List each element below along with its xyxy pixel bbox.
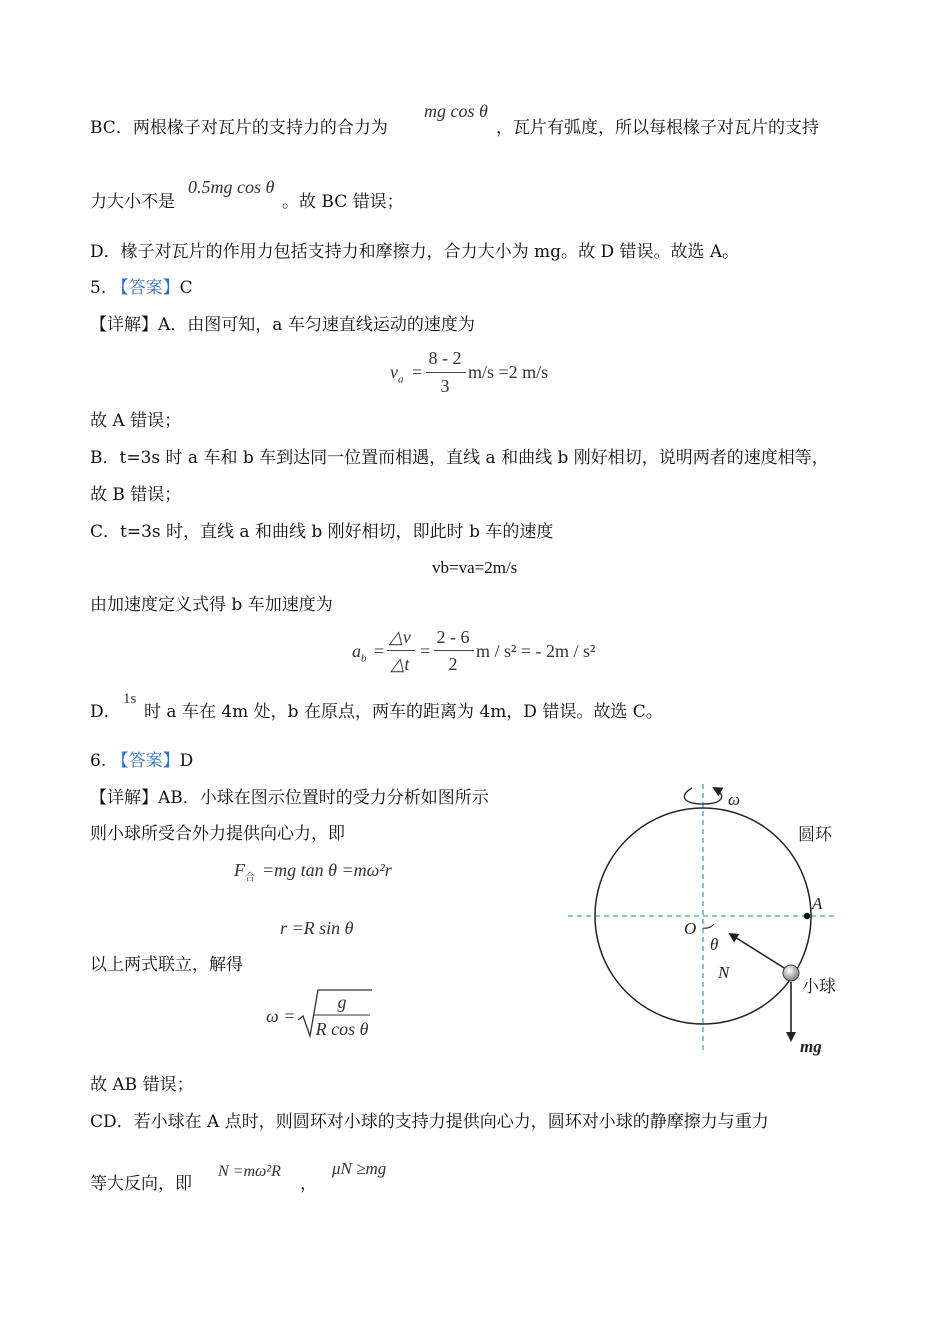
ab-den-2: 2 xyxy=(448,654,458,674)
q5-d-sup: 1s xyxy=(123,691,137,707)
q5-header xyxy=(90,277,193,299)
bc-formula-2: 0.5mg cos θ xyxy=(188,177,275,197)
omega-denominator: R cos θ xyxy=(315,1019,369,1039)
q6-number: 6. xyxy=(90,751,107,771)
q5-b-line2: 故 B 错误； xyxy=(90,485,182,505)
ab-equals-2: = xyxy=(420,641,431,661)
ab-bar-2 xyxy=(434,650,474,651)
q5-number: 5. xyxy=(90,278,107,298)
label-ring: 圆环 xyxy=(798,825,832,845)
q5-answer-tag: 【答案】 xyxy=(111,278,180,298)
d4-line: D．椽子对瓦片的作用力包括支持力和摩擦力，合力大小为 mg。故 D 错误。故选 A。 xyxy=(90,242,740,262)
bc-text-1: BC．两根椽子对瓦片的支持力的合力为 xyxy=(90,118,388,138)
ab-num-1: △v xyxy=(389,627,411,647)
q6-header xyxy=(90,750,193,772)
label-omega: ω xyxy=(728,790,741,809)
q6-cd-line1: CD．若小球在 A 点时，则圆环对小球的支持力提供向心力，圆环对小球的静摩擦力与重力 xyxy=(90,1112,769,1132)
ab-den-1: △t xyxy=(390,654,410,674)
label-o: O xyxy=(684,919,697,938)
bc-text-2: ，瓦片有弧度，所以每根椽子对瓦片的支持 xyxy=(496,118,819,138)
ball xyxy=(783,965,799,981)
q6-ab-wrong: 故 AB 错误； xyxy=(90,1075,194,1095)
bc-line-1 xyxy=(90,117,388,139)
q5-c-line1: C．t=3s 时，直线 a 和曲线 b 刚好相切，即此时 b 车的速度 xyxy=(90,522,554,542)
q6-cd-eq2: μN ≥mg xyxy=(332,1159,387,1178)
normal-force-arrow xyxy=(730,934,789,971)
vb-equation: vb=va=2m/s xyxy=(432,558,518,577)
q6-answer: D xyxy=(179,751,194,771)
q6-cd-comma: ， xyxy=(300,1174,317,1194)
q6-detail: 【详解】AB．小球在图示位置时的受力分析如图所示 xyxy=(90,788,489,808)
q6-eq1-rhs: =mg tan θ =mω²r xyxy=(262,860,392,880)
q5-d-text: 时 a 车在 4m 处，b 在原点，两车的距离为 4m，D 错误。故选 C。 xyxy=(144,702,663,722)
q5-b-line1: B．t=3s 时 a 车和 b 车到达同一位置而相遇，直线 a 和曲线 b 刚好相切，说明两者的速度相等， xyxy=(90,448,829,468)
bc-text-3: 力大小不是 xyxy=(90,192,175,212)
q5-answer: C xyxy=(179,278,193,298)
q5-a-wrong: 故 A 错误； xyxy=(90,411,182,431)
q6-eq2: r =R sin θ xyxy=(280,918,354,938)
q6-eq1-lhs: $F_合$ xyxy=(234,860,255,884)
q6-cd-line2: 等大反向，即 xyxy=(90,1174,192,1194)
bc-formula-1: mg cos θ xyxy=(424,101,488,121)
va-lhs: $v_a$ xyxy=(390,362,404,386)
label-ball: 小球 xyxy=(802,977,836,997)
ab-lhs: $a_b$ xyxy=(352,641,367,665)
label-theta: θ xyxy=(710,935,719,954)
bc-text-4: 。故 BC 错误； xyxy=(282,192,404,212)
q6-line2: 则小球所受合外力提供向心力，即 xyxy=(90,824,345,844)
va-fraction-bar xyxy=(426,372,466,373)
q5-c-line2: 由加速度定义式得 b 车加速度为 xyxy=(90,595,333,615)
va-rhs: m/s =2 m/s xyxy=(468,362,549,382)
va-numerator: 8 - 2 xyxy=(428,348,462,368)
ab-bar-1 xyxy=(387,650,415,651)
label-mg: mg xyxy=(800,1037,822,1056)
q5-d-prefix: D． xyxy=(90,702,121,722)
omega-lhs: ω = xyxy=(266,1006,296,1026)
omega-numerator: g xyxy=(337,992,347,1012)
ab-rhs: m / s² = - 2m / s² xyxy=(476,641,596,661)
label-a: A xyxy=(812,894,823,913)
va-equals: = xyxy=(412,362,423,382)
point-a xyxy=(804,913,810,919)
label-n: N xyxy=(718,963,730,982)
ab-num-2: 2 - 6 xyxy=(436,627,470,647)
va-denominator: 3 xyxy=(440,376,450,396)
q6-line3: 以上两式联立，解得 xyxy=(90,955,243,975)
theta-arc xyxy=(703,924,714,928)
ring-figure xyxy=(560,778,860,1068)
q6-answer-tag: 【答案】 xyxy=(111,751,180,771)
q5-detail: 【详解】A．由图可知，a 车匀速直线运动的速度为 xyxy=(90,315,475,335)
ab-equals-1: = xyxy=(374,641,385,661)
q6-cd-eq1: N =mω²R xyxy=(218,1163,281,1180)
